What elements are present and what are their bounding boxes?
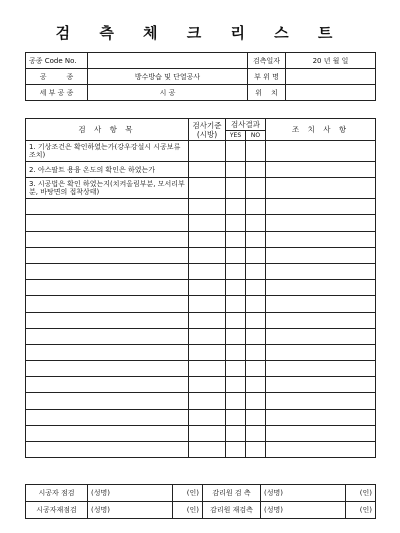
yes-cell[interactable] bbox=[226, 312, 246, 328]
checklist-blank-row bbox=[26, 199, 376, 215]
location-value bbox=[286, 69, 376, 85]
standard-cell[interactable] bbox=[189, 393, 226, 409]
checklist-blank-row bbox=[26, 442, 376, 458]
header-yes: YES bbox=[226, 131, 246, 141]
standard-cell[interactable] bbox=[189, 361, 226, 377]
standard-cell[interactable] bbox=[189, 409, 226, 425]
no-cell[interactable] bbox=[246, 141, 266, 162]
checklist-blank-row bbox=[26, 312, 376, 328]
action-cell[interactable] bbox=[266, 199, 376, 215]
no-cell[interactable] bbox=[246, 215, 266, 231]
inspection-date-label: 검측일자 bbox=[248, 53, 286, 69]
action-cell[interactable] bbox=[266, 178, 376, 199]
item-cell[interactable] bbox=[26, 328, 189, 344]
no-cell[interactable] bbox=[246, 280, 266, 296]
sub-work-value: 시 공 bbox=[88, 85, 248, 101]
yes-cell[interactable] bbox=[226, 409, 246, 425]
action-cell[interactable] bbox=[266, 344, 376, 360]
standard-cell[interactable] bbox=[189, 377, 226, 393]
action-cell[interactable] bbox=[266, 425, 376, 441]
item-cell[interactable] bbox=[26, 361, 189, 377]
yes-cell[interactable] bbox=[226, 141, 246, 162]
info-table bbox=[25, 52, 376, 101]
standard-cell[interactable] bbox=[189, 442, 226, 458]
item-cell[interactable] bbox=[26, 215, 189, 231]
yes-cell[interactable] bbox=[226, 263, 246, 279]
signature-right-name: (성명) bbox=[261, 485, 346, 502]
checklist-blank-row bbox=[26, 361, 376, 377]
standard-cell[interactable] bbox=[189, 263, 226, 279]
signature-left-label: 시공자 점검 bbox=[26, 485, 88, 502]
signature-row bbox=[26, 502, 376, 519]
yes-cell[interactable] bbox=[226, 393, 246, 409]
action-cell[interactable] bbox=[266, 377, 376, 393]
checklist-blank-row bbox=[26, 409, 376, 425]
standard-cell[interactable] bbox=[189, 280, 226, 296]
checklist-item: 1. 기상조건은 확인하였는가(강우강설시 시공보류 조치) bbox=[26, 141, 189, 162]
checklist-blank-row bbox=[26, 247, 376, 263]
no-cell[interactable] bbox=[246, 162, 266, 178]
checklist-blank-row bbox=[26, 296, 376, 312]
inspection-date-value: 20 년 월 일 bbox=[286, 53, 376, 69]
checklist-item: 3. 시공법은 확인 하였는지(치켜올림부분, 모서리부분, 바탕면의 접착상태) bbox=[26, 178, 189, 199]
no-cell[interactable] bbox=[246, 312, 266, 328]
item-cell[interactable] bbox=[26, 199, 189, 215]
no-cell[interactable] bbox=[246, 247, 266, 263]
yes-cell[interactable] bbox=[226, 231, 246, 247]
yes-cell[interactable] bbox=[226, 280, 246, 296]
page-title: 검 측 체 크 리 스 트 bbox=[55, 24, 345, 42]
standard-cell[interactable] bbox=[189, 247, 226, 263]
checklist-row bbox=[26, 141, 376, 162]
signature-left-label: 시공자재점검 bbox=[26, 502, 88, 519]
standard-cell[interactable] bbox=[189, 344, 226, 360]
item-cell[interactable] bbox=[26, 280, 189, 296]
checklist-row bbox=[26, 178, 376, 199]
item-cell[interactable] bbox=[26, 344, 189, 360]
no-cell[interactable] bbox=[246, 296, 266, 312]
checklist-table bbox=[25, 118, 376, 458]
action-cell[interactable] bbox=[266, 361, 376, 377]
action-cell[interactable] bbox=[266, 328, 376, 344]
header-standard-label: 검사기준 bbox=[192, 120, 222, 130]
standard-cell[interactable] bbox=[189, 296, 226, 312]
yes-cell[interactable] bbox=[226, 178, 246, 199]
standard-cell[interactable] bbox=[189, 141, 226, 162]
checklist-blank-row bbox=[26, 377, 376, 393]
action-cell[interactable] bbox=[266, 247, 376, 263]
signature-left-seal: (인) bbox=[173, 502, 203, 519]
no-cell[interactable] bbox=[246, 328, 266, 344]
no-cell[interactable] bbox=[246, 425, 266, 441]
signature-right-seal: (인) bbox=[346, 502, 376, 519]
action-cell[interactable] bbox=[266, 162, 376, 178]
action-cell[interactable] bbox=[266, 263, 376, 279]
standard-cell[interactable] bbox=[189, 178, 226, 199]
header-action: 조 치 사 항 bbox=[266, 119, 376, 141]
standard-cell[interactable] bbox=[189, 312, 226, 328]
signature-right-label: 감리원 재검측 bbox=[203, 502, 261, 519]
signature-left-name: (성명) bbox=[88, 502, 173, 519]
signature-table bbox=[25, 484, 376, 519]
location-label: 부 위 명 bbox=[248, 69, 286, 85]
checklist-blank-row bbox=[26, 263, 376, 279]
action-cell[interactable] bbox=[266, 442, 376, 458]
item-cell[interactable] bbox=[26, 409, 189, 425]
checklist-body bbox=[26, 141, 376, 458]
no-cell[interactable] bbox=[246, 178, 266, 199]
signature-right-label: 감리원 검 측 bbox=[203, 485, 261, 502]
checklist-blank-row bbox=[26, 425, 376, 441]
no-cell[interactable] bbox=[246, 199, 266, 215]
signature-right-name: (성명) bbox=[261, 502, 346, 519]
yes-cell[interactable] bbox=[226, 377, 246, 393]
action-cell[interactable] bbox=[266, 141, 376, 162]
no-cell[interactable] bbox=[246, 231, 266, 247]
standard-cell[interactable] bbox=[189, 231, 226, 247]
yes-cell[interactable] bbox=[226, 162, 246, 178]
header-items: 검 사 항 목 bbox=[26, 119, 189, 141]
standard-cell[interactable] bbox=[189, 215, 226, 231]
no-cell[interactable] bbox=[246, 393, 266, 409]
standard-cell[interactable] bbox=[189, 199, 226, 215]
work-type-value: 방수방습 및 단열공사 bbox=[88, 69, 248, 85]
yes-cell[interactable] bbox=[226, 199, 246, 215]
position-value bbox=[286, 85, 376, 101]
checklist-blank-row bbox=[26, 344, 376, 360]
item-cell[interactable] bbox=[26, 296, 189, 312]
signature-right-seal: (인) bbox=[346, 485, 376, 502]
header-result: 검사결과 bbox=[226, 119, 266, 131]
code-label: 공종 Code No. bbox=[26, 53, 88, 69]
no-cell[interactable] bbox=[246, 409, 266, 425]
checklist-blank-row bbox=[26, 231, 376, 247]
standard-cell[interactable] bbox=[189, 328, 226, 344]
yes-cell[interactable] bbox=[226, 442, 246, 458]
item-cell[interactable] bbox=[26, 312, 189, 328]
standard-cell[interactable] bbox=[189, 425, 226, 441]
no-cell[interactable] bbox=[246, 263, 266, 279]
no-cell[interactable] bbox=[246, 377, 266, 393]
action-cell[interactable] bbox=[266, 409, 376, 425]
checklist-row bbox=[26, 162, 376, 178]
no-cell[interactable] bbox=[246, 361, 266, 377]
header-no: NO bbox=[246, 131, 266, 141]
action-cell[interactable] bbox=[266, 231, 376, 247]
item-cell[interactable] bbox=[26, 263, 189, 279]
yes-cell[interactable] bbox=[226, 296, 246, 312]
checklist-blank-row bbox=[26, 328, 376, 344]
work-type-label: 공 종 bbox=[26, 69, 88, 85]
yes-cell[interactable] bbox=[226, 361, 246, 377]
action-cell[interactable] bbox=[266, 296, 376, 312]
item-cell[interactable] bbox=[26, 231, 189, 247]
item-cell[interactable] bbox=[26, 425, 189, 441]
yes-cell[interactable] bbox=[226, 215, 246, 231]
item-cell[interactable] bbox=[26, 393, 189, 409]
item-cell[interactable] bbox=[26, 247, 189, 263]
position-label: 위 치 bbox=[248, 85, 286, 101]
yes-cell[interactable] bbox=[226, 328, 246, 344]
no-cell[interactable] bbox=[246, 344, 266, 360]
checklist-blank-row bbox=[26, 393, 376, 409]
item-cell[interactable] bbox=[26, 377, 189, 393]
checklist-item: 2. 아스팔트 용융 온도의 확인은 하였는가 bbox=[26, 162, 189, 178]
action-cell[interactable] bbox=[266, 393, 376, 409]
yes-cell[interactable] bbox=[226, 425, 246, 441]
action-cell[interactable] bbox=[266, 280, 376, 296]
yes-cell[interactable] bbox=[226, 344, 246, 360]
item-cell[interactable] bbox=[26, 442, 189, 458]
no-cell[interactable] bbox=[246, 442, 266, 458]
signature-left-name: (성명) bbox=[88, 485, 173, 502]
signature-left-seal: (인) bbox=[173, 485, 203, 502]
checklist-blank-row bbox=[26, 215, 376, 231]
sub-work-label: 세 부 공 종 bbox=[26, 85, 88, 101]
header-standard bbox=[189, 119, 226, 141]
action-cell[interactable] bbox=[266, 215, 376, 231]
header-standard-sub: (시방) bbox=[196, 129, 218, 139]
code-value bbox=[88, 53, 248, 69]
standard-cell[interactable] bbox=[189, 162, 226, 178]
signature-row bbox=[26, 485, 376, 502]
yes-cell[interactable] bbox=[226, 247, 246, 263]
checklist-blank-row bbox=[26, 280, 376, 296]
action-cell[interactable] bbox=[266, 312, 376, 328]
